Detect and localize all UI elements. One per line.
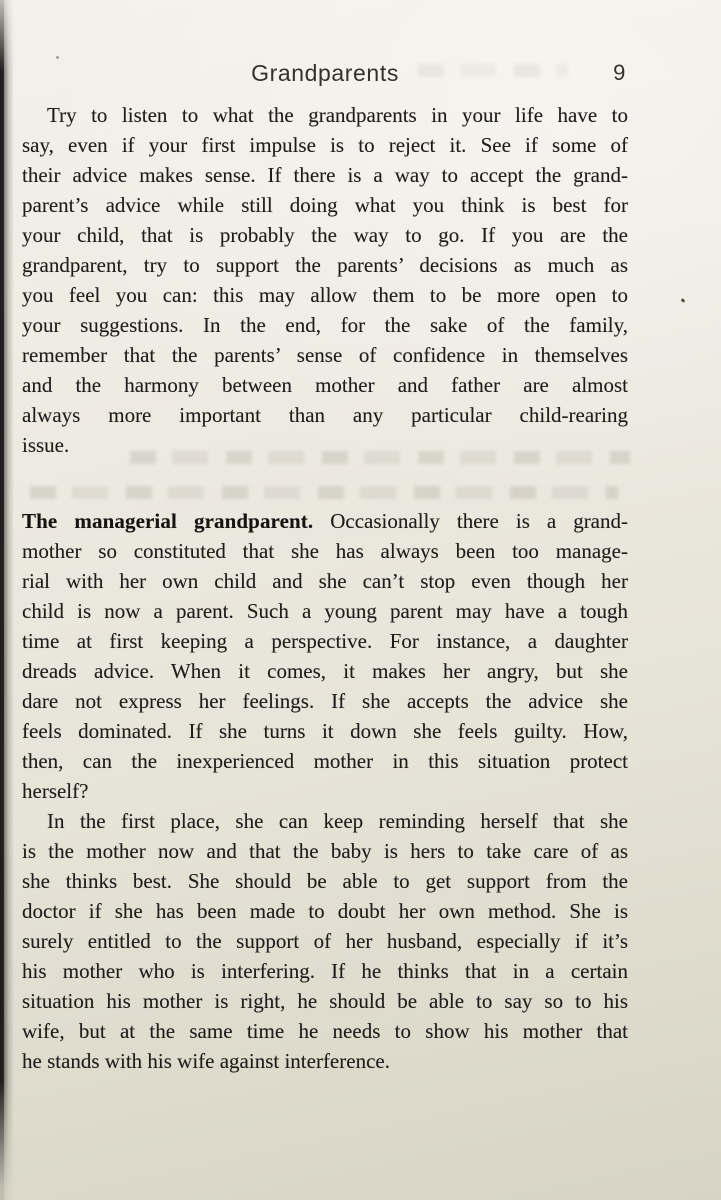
text-line: and the harmony between mother and father are almost [22, 373, 628, 397]
section-paragraph [22, 506, 628, 806]
text-line: is the mother now and that the baby is hers to take care of as [22, 839, 628, 863]
text-line: Try to listen to what the grandparents in your life have to [47, 103, 628, 127]
text-line: he stands with his wife against interference. [22, 1049, 390, 1073]
text-line: situation his mother is right, he should be able to say so to his [22, 989, 628, 1013]
text-line: time at first keeping a perspective. For instance, a daughter [22, 629, 628, 653]
text-line: dreads advice. When it comes, it makes her angry, but she [22, 659, 628, 683]
text-line: remember that the parents’ sense of confidence in themselves [22, 343, 628, 367]
text-line: herself? [22, 779, 89, 803]
text-line: doctor if she has been made to doubt her own method. She is [22, 899, 628, 923]
paper-speck [681, 298, 686, 303]
page-header [22, 57, 628, 89]
book-spine-edge-shadow [0, 0, 14, 1200]
page-number: 9 [613, 60, 626, 85]
text-line: say, even if your first impulse is to reject it. See if some of [22, 133, 628, 157]
section-heading: The managerial grandparent. [22, 509, 314, 533]
text-line: The managerial grandparent. Occasionally there is a grand- [22, 509, 629, 533]
text-line: mother so constituted that she has always been too manage- [22, 539, 628, 563]
text-line: surely entitled to the support of her husband, especially if it’s [22, 929, 628, 953]
text-line: feels dominated. If she turns it down she feels guilty. How, [22, 719, 628, 743]
text-line: she thinks best. She should be able to get support from the [22, 869, 628, 893]
text-line: dare not express her feelings. If she accepts the advice she [22, 689, 628, 713]
text-line: then, can the inexperienced mother in this situation protect [22, 749, 628, 773]
paragraph [22, 100, 628, 460]
text-line: grandparent, try to support the parents’ decisions as much as [22, 253, 628, 277]
text-line: his mother who is interfering. If he thinks that in a certain [22, 959, 628, 983]
body-text [22, 100, 628, 1076]
paragraph [22, 806, 628, 1076]
text-line: your suggestions. In the end, for the sake of the family, [22, 313, 628, 337]
text-line: In the first place, she can keep reminding herself that she [47, 809, 628, 833]
running-head: Grandparents [251, 60, 399, 86]
text-line: always more important than any particular child-rearing [22, 403, 628, 427]
text-line: your child, that is probably the way to go. If you are the [22, 223, 628, 247]
text-line: you feel you can: this may allow them to be more open to [22, 283, 628, 307]
text-line: issue. [22, 433, 70, 457]
text-line: parent’s advice while still doing what you think is best for [22, 193, 628, 217]
text-line: their advice makes sense. If there is a way to accept the grand- [22, 163, 628, 187]
text-line: wife, but at the same time he needs to show his mother that [22, 1019, 628, 1043]
text-line: rial with her own child and she can’t stop even though her [22, 569, 628, 593]
text-line: child is now a parent. Such a young parent may have a tough [22, 599, 628, 623]
